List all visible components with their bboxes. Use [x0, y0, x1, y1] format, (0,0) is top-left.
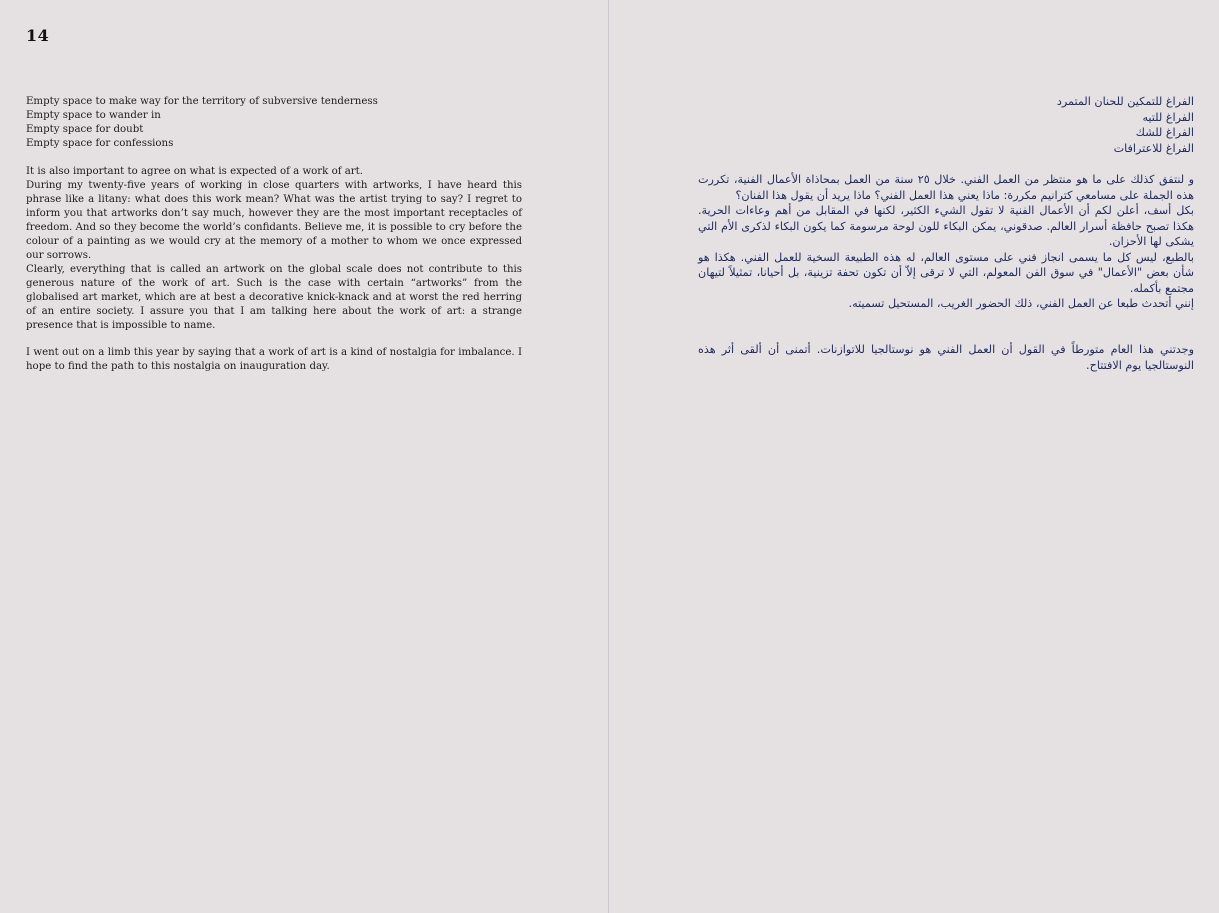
arabic-paragraph: بالطبع، ليس كل ما يسمى انجاز فني على مستوى العالم، له هذه الطبيعة السخية للعمل الفني. هكذا هو شأن بعض "الأعمال" في سوق الفن المعولم، التي لا ترقى إلاّ أن تكون تحفة تزينية، بل أحيانا، تمثيلاً لتيهان مجتمع بأكمله.	[698, 250, 1194, 295]
empty-space-line: Empty space to wander in	[26, 110, 161, 121]
arabic-empty-space-line: الفراغ للتمكين للحنان المتمرد	[1056, 95, 1194, 108]
body-text	[26, 165, 522, 333]
empty-space-line: Empty space for confessions	[26, 138, 174, 149]
empty-space-line: Empty space for doubt	[26, 124, 144, 135]
page-gutter	[608, 0, 609, 913]
empty-space-line: Empty space to make way for the territory of subversive tenderness	[26, 96, 378, 107]
arabic-empty-space-list	[894, 94, 1194, 156]
arabic-closing-paragraph: وجدتني هذا العام متورطاً في القول أن العمل الفني هو نوستالجيا للاتوازنات. أتمنى أن ألقى أثر هذه النوستالجيا يوم الافتتاح.	[698, 343, 1194, 372]
arabic-body-text	[698, 172, 1194, 312]
arabic-paragraph: إنني أتحدث طبعا عن العمل الفني، ذلك الحضور الغريب، المستحيل تسميته.	[848, 297, 1194, 310]
left-page	[0, 0, 609, 913]
empty-space-list	[26, 95, 522, 151]
page-number: 14	[26, 26, 50, 45]
right-page	[610, 0, 1219, 913]
paragraph: Clearly, everything that is called an artwork on the global scale does not contribute to this generous nature of the work of art. Such is the case with certain “artworks” from the globalised art market, which are at best a decorative knick-knack and at worst the red herring of an entire society. I assure you that I am talking here about the work of art: a strange presence that is impossible to name.	[26, 264, 522, 331]
closing-paragraph: I went out on a limb this year by saying that a work of art is a kind of nostalgia for imbalance. I hope to find the path to this nostalgia on inauguration day.	[26, 347, 522, 372]
arabic-empty-space-line: الفراغ للشك	[1135, 126, 1194, 139]
arabic-empty-space-line: الفراغ للاعترافات	[1113, 141, 1194, 155]
closing-text	[26, 346, 522, 374]
arabic-paragraph: بكل أسف، أعلن لكم أن الأعمال الفنية لا تقول الشيء الكثير، لكنها في المقابل من أهم وعاءات الحرية. هكذا تصبح حافظة أسرار العالم. صدقوني، يمكن البكاء للون لوحة مرسومة كما يكون البكاء لذكرى الأم التي يشكى لها الأحزان.	[698, 204, 1194, 248]
arabic-closing-text	[698, 342, 1194, 373]
paragraph: It is also important to agree on what is expected of a work of art.	[26, 166, 364, 177]
arabic-empty-space-line: الفراغ للتيه	[1142, 110, 1194, 124]
arabic-paragraph: و لنتفق كذلك على ما هو منتظر من العمل الفني. خلال ٢٥ سنة من العمل بمحاذاة الأعمال الفنية، تكررت هذه الجملة على مسامعي كترانيم مكررة: ماذا يعني هذا العمل الفني؟ ماذا يريد أن يقول هذا الفنان؟	[698, 173, 1194, 202]
paragraph: During my twenty-five years of working in close quarters with artworks, I have heard this phrase like a litany: what does this work mean? What was the artist trying to say? I regret to inform you that artworks don’t say much, however they are the most important receptacles of freedom. And so they become the world’s confidants. Believe me, it is possible to cry before the colour of a painting as we would cry at the memory of a mother to whom we once expressed our sorrows.	[26, 180, 522, 261]
